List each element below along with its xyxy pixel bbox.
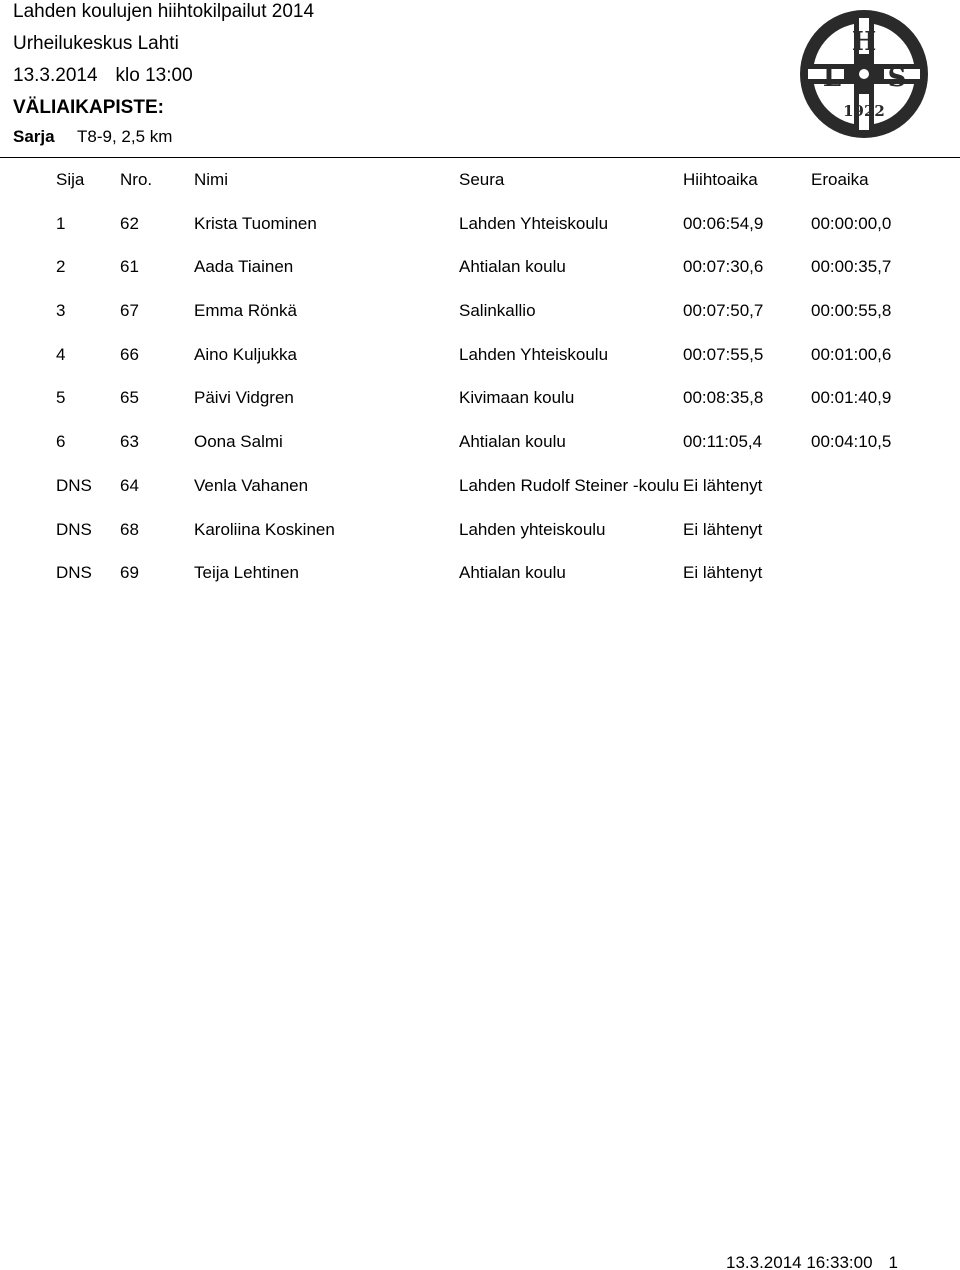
column-header-number: Nro. — [120, 170, 153, 189]
ski-time-cell: 00:07:55,5 — [683, 344, 764, 364]
event-date: 13.3.2014 — [13, 65, 98, 86]
number-cell: 64 — [120, 475, 139, 495]
table-row — [0, 297, 960, 341]
name-cell: Karoliina Koskinen — [194, 519, 335, 539]
series-label: Sarja — [13, 127, 55, 146]
results-table — [0, 166, 960, 603]
rank-cell: 5 — [56, 388, 66, 408]
rank-cell: 6 — [56, 432, 66, 452]
rank-cell: 2 — [56, 257, 66, 277]
event-time: klo 13:00 — [115, 65, 193, 86]
table-row — [0, 472, 960, 516]
club-cell: Kivimaan koulu — [459, 388, 575, 408]
table-row — [0, 341, 960, 385]
print-footer — [726, 1252, 898, 1270]
ski-time-cell: Ei lähtenyt — [683, 475, 763, 495]
ski-time-cell: Ei lähtenyt — [683, 519, 763, 539]
difference-cell: 00:01:00,6 — [811, 344, 892, 364]
number-cell: 65 — [120, 388, 139, 408]
name-cell: Päivi Vidgren — [194, 388, 294, 408]
event-title: Lahden koulujen hiihtokilpailut 2014 — [13, 1, 315, 22]
club-cell: Salinkallio — [459, 301, 536, 321]
number-cell: 61 — [120, 257, 139, 277]
club-cell: Ahtialan koulu — [459, 432, 566, 452]
column-header-difference: Eroaika — [811, 170, 869, 189]
rank-cell: DNS — [56, 519, 92, 539]
table-row — [0, 253, 960, 297]
ski-time-cell: Ei lähtenyt — [683, 563, 763, 583]
number-cell: 62 — [120, 213, 139, 233]
difference-cell: 00:04:10,5 — [811, 432, 892, 452]
logo-letter-s: S — [887, 63, 907, 93]
table-row — [0, 384, 960, 428]
print-timestamp: 13.3.2014 16:33:00 — [726, 1253, 873, 1270]
ski-time-cell: 00:07:50,7 — [683, 301, 764, 321]
name-cell: Krista Tuominen — [194, 213, 317, 233]
number-cell: 68 — [120, 519, 139, 539]
ski-time-cell: 00:11:05,4 — [683, 432, 763, 452]
ski-time-cell: 00:07:30,6 — [683, 257, 764, 277]
club-cell: Ahtialan koulu — [459, 563, 566, 583]
difference-cell: 00:01:40,9 — [811, 388, 892, 408]
series-value: T8-9, 2,5 km — [77, 127, 173, 146]
name-cell: Aada Tiainen — [194, 257, 294, 277]
name-cell: Emma Rönkä — [194, 301, 297, 321]
logo-year: 1922 — [843, 102, 885, 120]
checkpoint-heading: VÄLIAIKAPISTE: — [13, 97, 164, 118]
rank-cell: DNS — [56, 563, 92, 583]
event-datetime — [13, 65, 193, 87]
number-cell: 69 — [120, 563, 139, 583]
table-row — [0, 428, 960, 472]
club-cell: Lahden Yhteiskoulu — [459, 344, 609, 364]
rank-cell: 1 — [56, 213, 66, 233]
name-cell: Teija Lehtinen — [194, 563, 299, 583]
table-row — [0, 516, 960, 560]
header-divider — [0, 157, 960, 158]
column-header-ski-time: Hiihtoaika — [683, 170, 758, 189]
difference-cell: 00:00:55,8 — [811, 301, 892, 321]
difference-cell: 00:00:35,7 — [811, 257, 892, 277]
column-header-name: Nimi — [194, 170, 228, 189]
ski-time-cell: 00:06:54,9 — [683, 213, 764, 233]
rank-cell: 3 — [56, 301, 66, 321]
column-header-club: Seura — [459, 170, 505, 189]
logo-letter-l: L — [822, 63, 842, 93]
table-row — [0, 559, 960, 603]
name-cell: Oona Salmi — [194, 432, 283, 452]
club-cell: Lahden Yhteiskoulu — [459, 213, 609, 233]
difference-cell: 00:00:00,0 — [811, 213, 892, 233]
number-cell: 63 — [120, 432, 139, 452]
column-header-rank: Sija — [56, 170, 85, 189]
rank-cell: DNS — [56, 475, 92, 495]
logo-letter-h: H — [851, 27, 877, 57]
table-header-row — [0, 166, 960, 210]
name-cell: Aino Kuljukka — [194, 344, 298, 364]
table-row — [0, 210, 960, 254]
name-cell: Venla Vahanen — [194, 475, 309, 495]
club-cell: Ahtialan koulu — [459, 257, 566, 277]
number-cell: 66 — [120, 344, 139, 364]
rank-cell: 4 — [56, 344, 66, 364]
event-venue: Urheilukeskus Lahti — [13, 33, 179, 54]
series-line — [13, 127, 172, 147]
club-cell: Lahden yhteiskoulu — [459, 519, 606, 539]
club-logo — [796, 6, 932, 142]
ski-time-cell: 00:08:35,8 — [683, 388, 764, 408]
club-cell: Lahden Rudolf Steiner -koulu — [459, 475, 680, 495]
page-number: 1 — [888, 1253, 898, 1270]
number-cell: 67 — [120, 301, 139, 321]
